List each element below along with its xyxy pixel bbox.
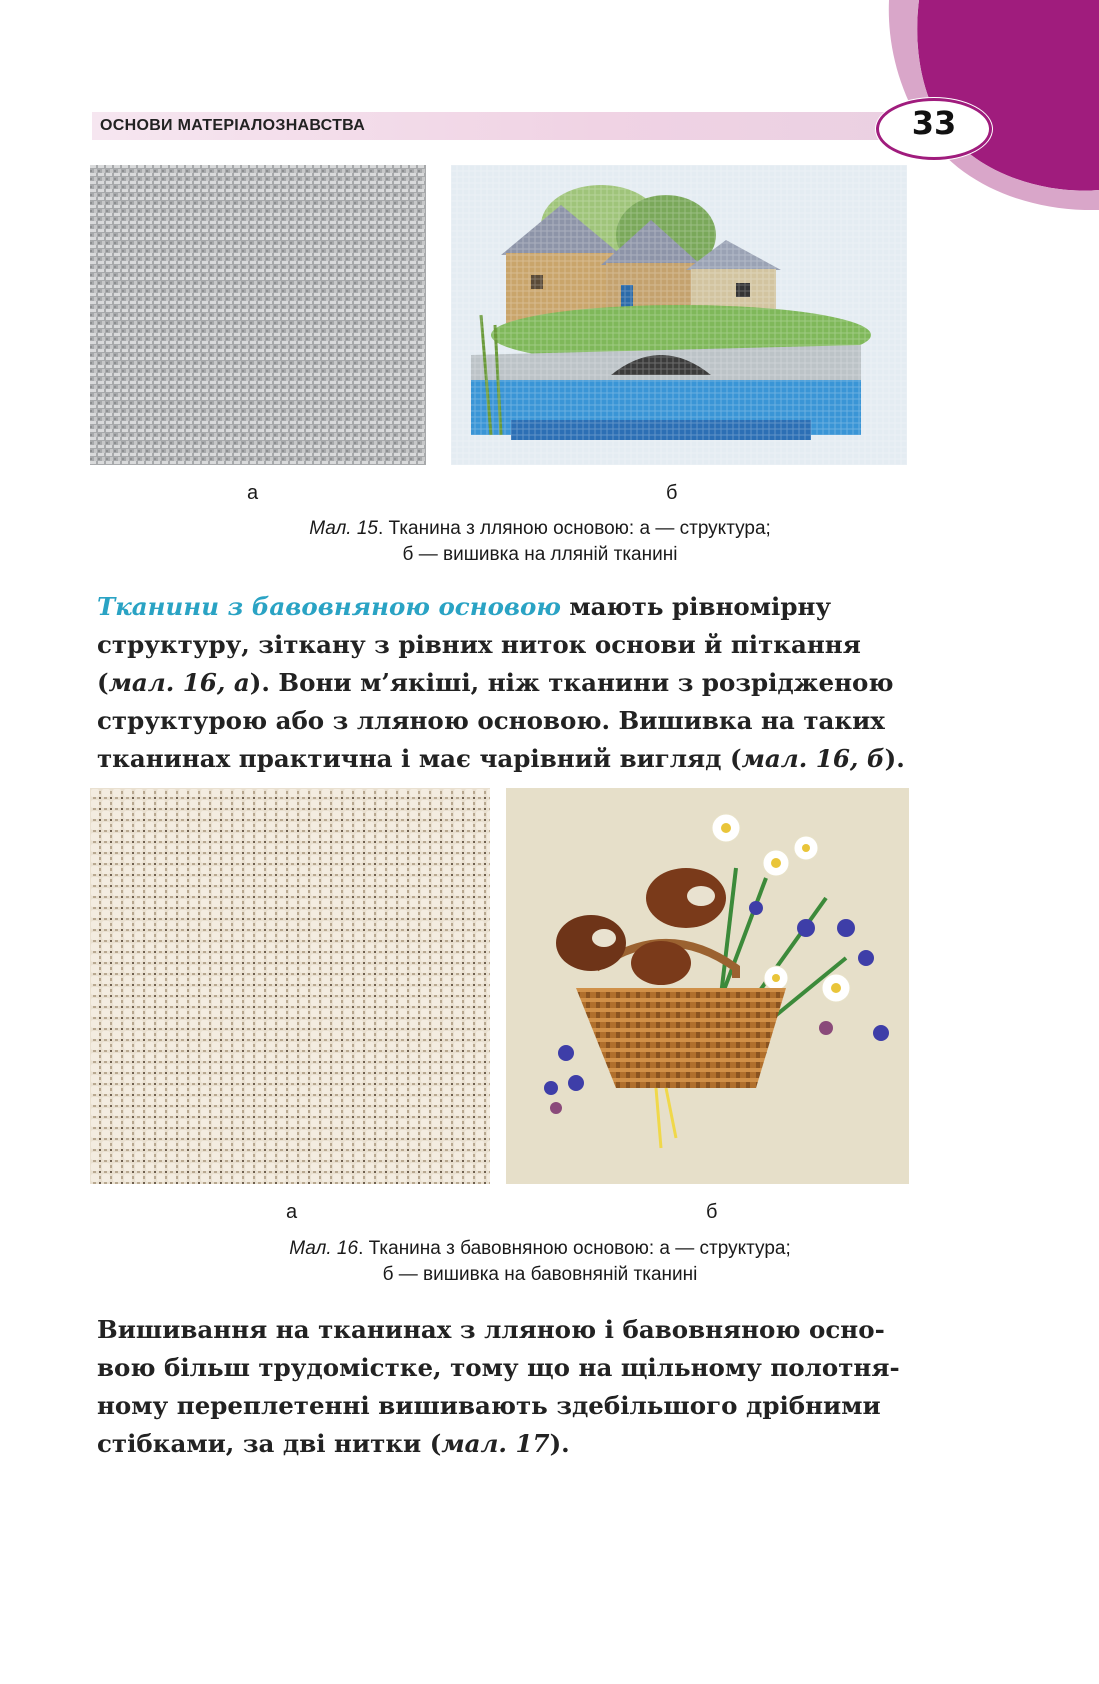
cotton-fabric-structure-image <box>90 788 490 1184</box>
figure16-caption <box>100 1236 980 1288</box>
section-title: ОСНОВИ МАТЕРІАЛОЗНАВСТВА <box>100 117 366 134</box>
figure-ref: мал. 16, а <box>108 668 250 697</box>
figure15-caption <box>100 516 980 568</box>
figure15-label-a: а <box>247 482 259 504</box>
figure15-label-b: б <box>666 482 678 504</box>
figure-ref: мал. 17 <box>441 1429 550 1458</box>
figure15-caption-ref: Мал. 15 <box>309 518 378 539</box>
figure16-caption-line1: . Тканина з бавовняною основою: а — структура; <box>358 1238 791 1259</box>
figure16-label-a: а <box>286 1201 298 1223</box>
figure16-caption-ref: Мал. 16 <box>289 1238 359 1259</box>
figure16-label-b: б <box>706 1201 718 1223</box>
term-highlight: Тканини з бавовняною основою <box>97 592 561 621</box>
linen-fabric-structure-image <box>90 165 426 465</box>
linen-embroidery-house-image <box>451 165 907 465</box>
cotton-embroidery-basket-image <box>506 788 909 1184</box>
figure-ref: мал. 16, б <box>741 744 885 773</box>
figure16-caption-line2: б — вишивка на бавовняній тканині <box>382 1264 698 1285</box>
figure15-caption-line1: . Тканина з лляною основою: а — структура; <box>378 518 771 539</box>
paragraph-embroidery-work: Вишивання на тканинах з лляною і бавовняною осно- вою більш трудомістке, тому що на щільному полотня- ному переплетенні вишивають здебільшого дрібними стібками, за дві нитки (мал. 17). <box>97 1315 900 1458</box>
paragraph-cotton-fabrics: Тканини з бавовняною основою мають рівномірну структуру, зіткану з рівних ниток основи й піткання (мал. 16, а). Вони м’якіші, ніж тканини з розрідженою структурою або з лляною основою. Вишивка на таких тканинах практична і має чарівний вигляд (мал. 16, б). <box>97 592 905 773</box>
page-number: 33 <box>911 104 957 142</box>
figure15-caption-line2: б — вишивка на лляній тканині <box>402 544 678 565</box>
